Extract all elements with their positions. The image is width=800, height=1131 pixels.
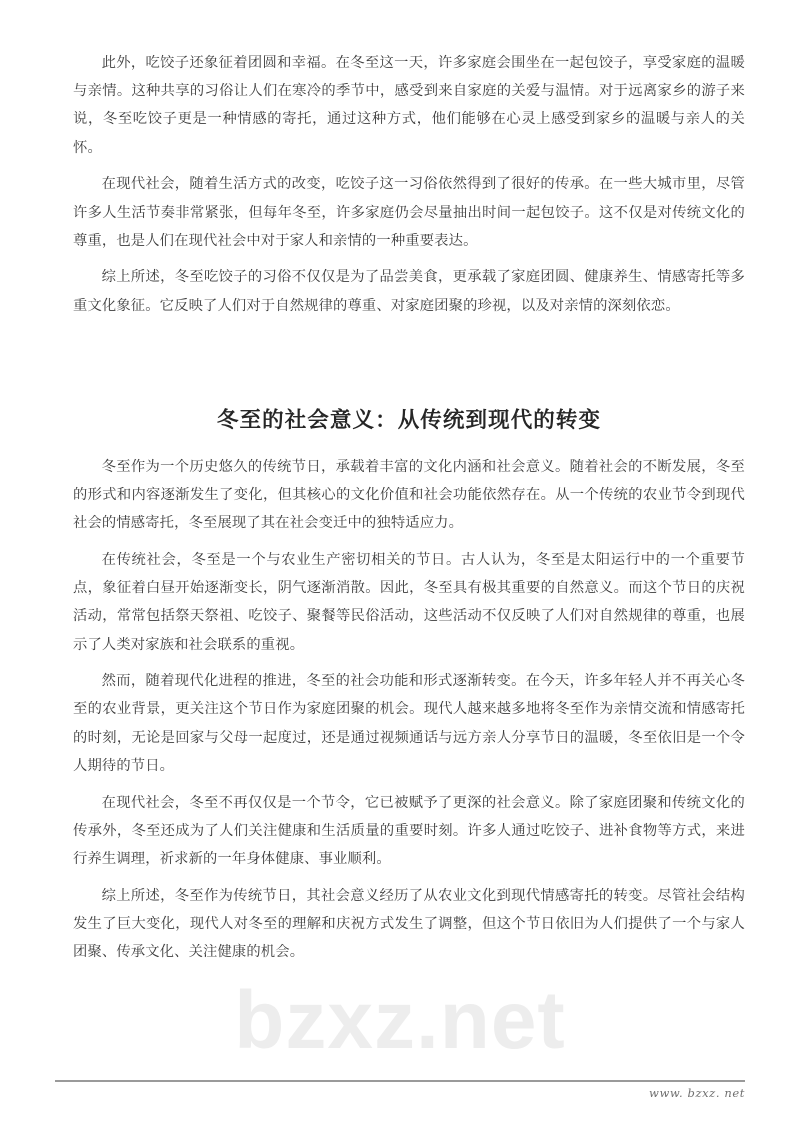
- text-block-2: [73, 406, 745, 966]
- paragraph: 在现代社会，冬至不再仅仅是一个节令，它已被赋予了更深的社会意义。除了家庭团聚和传统文化的传承外，冬至还成为了人们关注健康和生活质量的重要时刻。许多人通过吃饺子、进补食物等方式，来进行养生调理，祈求新的一年身体健康、事业顺利。: [73, 794, 745, 867]
- footer-site-url: www. bzxz. net: [649, 1086, 745, 1100]
- paragraph: 然而，随着现代化进程的推进，冬至的社会功能和形式逐渐转变。在今天，许多年轻人并不再关心冬至的农业背景，更关注这个节日作为家庭团聚的机会。现代人越来越多地将冬至作为亲情交流和情感寄托的时刻，无论是回家与父母一起度过，还是通过视频通话与远方亲人分享节日的温暖，冬至依旧是一个令人期待的节日。: [73, 673, 745, 774]
- watermark-bzxz: bzxz.net: [234, 975, 566, 1066]
- document-body: [73, 49, 745, 966]
- section-heading: 冬至的社会意义：从传统到现代的转变: [216, 407, 602, 433]
- paragraph: 综上所述，冬至作为传统节日，其社会意义经历了从农业文化到现代情感寄托的转变。尽管社会结构发生了巨大变化，现代人对冬至的理解和庆祝方式发生了调整，但这个节日依旧为人们提供了一个与家人团聚、传承文化、关注健康的机会。: [73, 887, 745, 961]
- footer-divider: [55, 1080, 745, 1082]
- text-block-1: [73, 49, 745, 320]
- paragraph: 在传统社会，冬至是一个与农业生产密切相关的节日。古人认为，冬至是太阳运行中的一个重要节点，象征着白昼开始逐渐变长，阴气逐渐消散。因此，冬至具有极其重要的自然意义。而这个节日的庆祝活动，常常包括祭天祭祖、吃饺子、聚餐等民俗活动，这些活动不仅反映了人们对自然规律的尊重，也展示了人类对家族和社会联系的重视。: [73, 551, 745, 653]
- paragraph: 在现代社会，随着生活方式的改变，吃饺子这一习俗依然得到了很好的传承。在一些大城市里，尽管许多人生活节奏非常紧张，但每年冬至，许多家庭仍会尽量抽出时间一起包饺子。这不仅是对传统文化的尊重，也是人们在现代社会中对于家人和亲情的一种重要表达。: [73, 176, 745, 249]
- paragraph: 综上所述，冬至吃饺子的习俗不仅仅是为了品尝美食，更承载了家庭团圆、健康养生、情感寄托等多重文化象征。它反映了人们对于自然规律的尊重、对家庭团聚的珍视，以及对亲情的深刻依恋。: [73, 269, 745, 314]
- paragraph: 此外，吃饺子还象征着团圆和幸福。在冬至这一天，许多家庭会围坐在一起包饺子，享受家庭的温暖与亲情。这种共享的习俗让人们在寒冷的季节中，感受到来自家庭的关爱与温情。对于远离家乡的游子来说，冬至吃饺子更是一种情感的寄托，通过这种方式，他们能够在心灵上感受到家乡的温暖与亲人的关怀。: [73, 55, 745, 156]
- paragraph: 冬至作为一个历史悠久的传统节日，承载着丰富的文化内涵和社会意义。随着社会的不断发展，冬至的形式和内容逐渐发生了变化，但其核心的文化价值和社会功能依然存在。从一个传统的农业节令到现代社会的情感寄托，冬至展现了其在社会变迁中的独特适应力。: [73, 458, 745, 532]
- section-divider-space: [73, 320, 745, 406]
